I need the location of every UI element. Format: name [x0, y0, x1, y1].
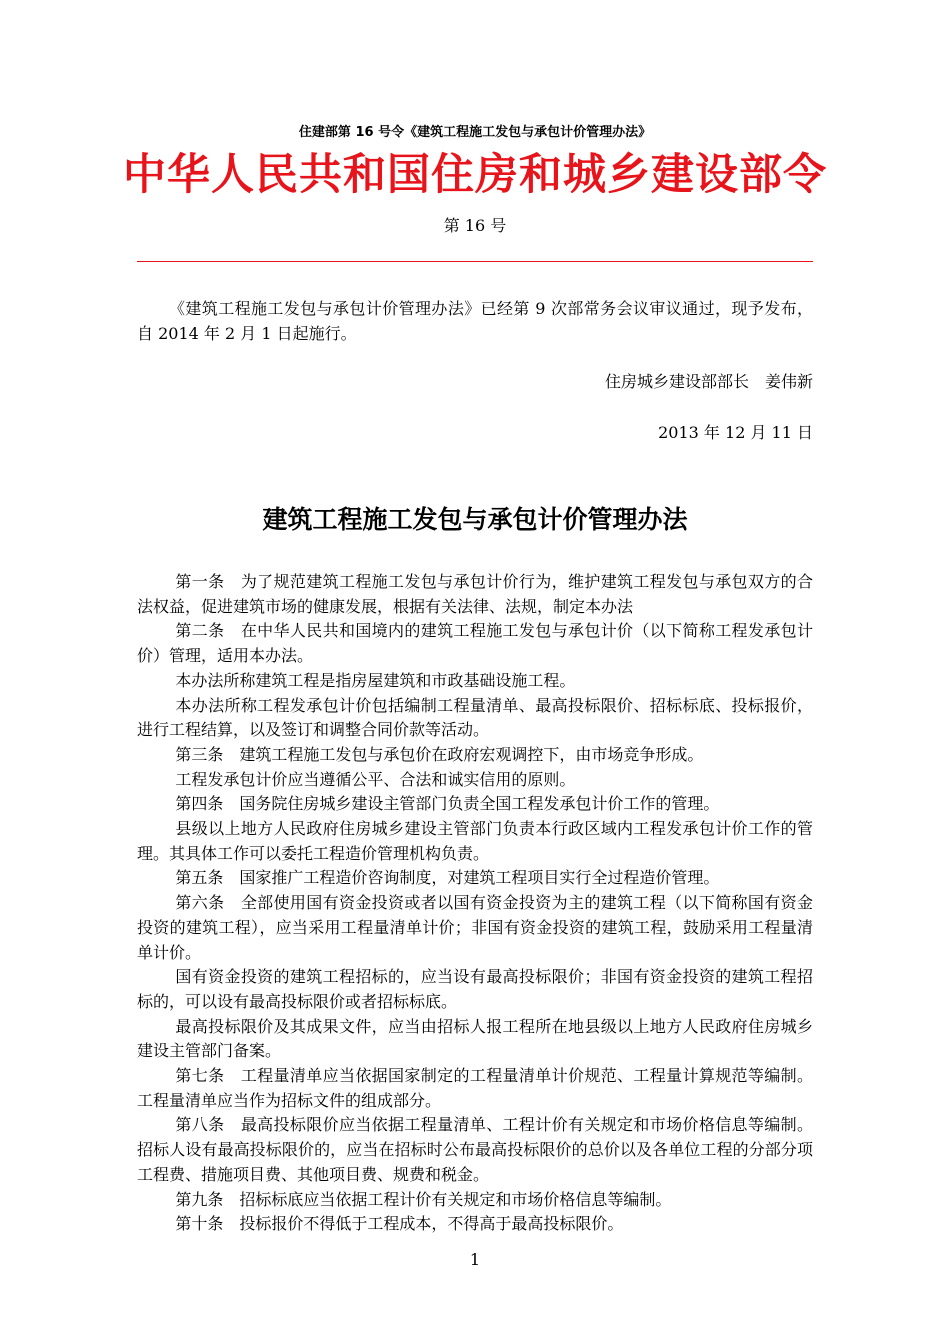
- red-divider-line: [137, 261, 813, 262]
- page-number: 1: [469, 1250, 481, 1269]
- law-title: 建筑工程施工发包与承包计价管理办法: [262, 505, 688, 534]
- article-paragraph: 最高投标限价及其成果文件，应当由招标人报工程所在地县级以上地方人民政府住房城乡建设主管部门备案。: [137, 1016, 813, 1061]
- article-paragraph: 第九条 招标标底应当依据工程计价有关规定和市场价格信息等编制。: [175, 1189, 672, 1209]
- article-paragraph: 第三条 建筑工程施工发包与承包价在政府宏观调控下，由市场竞争形成。: [175, 744, 704, 764]
- signatory: 住房城乡建设部部长 姜伟新: [604, 372, 813, 391]
- document-header-title: 住建部第 16 号令《建筑工程施工发包与承包计价管理办法》: [298, 125, 652, 140]
- article-paragraph: 本办法所称工程发承包计价包括编制工程量清单、最高投标限价、招标标底、投标报价，进行工程结算，以及签订和调整合同价款等活动。: [137, 695, 813, 740]
- article-paragraph: 国有资金投资的建筑工程招标的，应当设有最高投标限价；非国有资金投资的建筑工程招标的，可以设有最高投标限价或者招标标底。: [137, 967, 813, 1011]
- article-paragraph: 第七条 工程量清单应当依据国家制定的工程量清单计价规范、工程量计算规范等编制。工程量清单应当作为招标文件的组成部分。: [137, 1066, 813, 1110]
- order-number: 第 16 号: [443, 216, 507, 235]
- ministry-order-title: 中华人民共和国住房和城乡建设部令: [123, 150, 827, 200]
- article-paragraph: 第八条 最高投标限价应当依据工程量清单、工程计价有关规定和市场价格信息等编制。招标人设有最高投标限价的，应当在招标时公布最高投标限价的总价以及各单位工程的分部分项工程费、措施项目费、其他项目费、规费和税金。: [137, 1115, 813, 1184]
- article-paragraph: 本办法所称建筑工程是指房屋建筑和市政基础设施工程。: [175, 670, 576, 690]
- article-paragraph: 第十条 投标报价不得低于工程成本，不得高于最高投标限价。: [175, 1214, 624, 1234]
- signing-date: 2013 年 12 月 11 日: [658, 423, 813, 442]
- article-paragraph: 第六条 全部使用国有资金投资或者以国有资金投资为主的建筑工程（以下简称国有资金投资的建筑工程），应当采用工程量清单计价；非国有资金投资的建筑工程，鼓励采用工程量清单计价。: [137, 893, 813, 962]
- preface-paragraph: 《建筑工程施工发包与承包计价管理办法》已经第 9 次部常务会议审议通过，现予发布，自 2014 年 2 月 1 日起施行。: [137, 299, 813, 343]
- article-paragraph: 县级以上地方人民政府住房城乡建设主管部门负责本行政区域内工程发承包计价工作的管理。其具体工作可以委托工程造价管理机构负责。: [137, 819, 813, 863]
- article-paragraph: 第五条 国家推广工程造价咨询制度，对建筑工程项目实行全过程造价管理。: [175, 868, 720, 888]
- law-body: [137, 570, 813, 1237]
- article-paragraph: 第四条 国务院住房城乡建设主管部门负责全国工程发承包计价工作的管理。: [175, 794, 720, 814]
- article-paragraph: 第一条 为了规范建筑工程施工发包与承包计价行为，维护建筑工程发包与承包双方的合法权益，促进建筑市场的健康发展，根据有关法律、法规，制定本办法: [137, 572, 813, 616]
- article-paragraph: 工程发承包计价应当遵循公平、合法和诚实信用的原则。: [175, 769, 576, 789]
- article-paragraph: 第二条 在中华人民共和国境内的建筑工程施工发包与承包计价（以下简称工程发承包计价）管理，适用本办法。: [137, 621, 813, 666]
